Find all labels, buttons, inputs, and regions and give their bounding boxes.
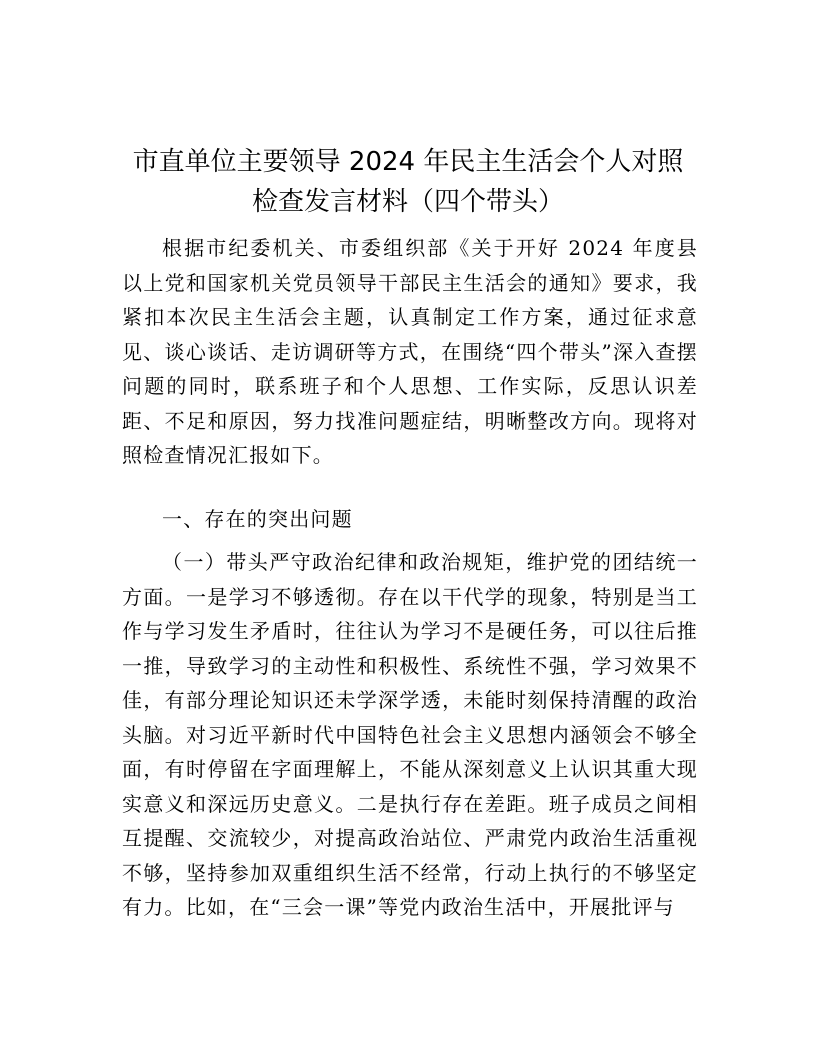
section-heading: 一、存在的突出问题 [162, 507, 353, 531]
subsection-paragraph: （一）带头严守政治纪律和政治规矩，维护党的团结统一方面。一是学习不够透彻。存在以干代学的现象，特别是当工作与学习发生矛盾时，往往认为学习不是硬任务，可以往后推一推，导致学习的主动性和积极性、系统性不强，学习效果不佳，有部分理论知识还未学深学透，未能时刻保持清醒的政治头脑。对习近平新时代中国特色社会主义思想内涵领会不够全面，有时停留在字面理解上，不能从深刻意义上认识其重大现实意义和深远历史意义。二是执行存在差距。班子成员之间相互提醒、交流较少，对提高政治站位、严肃党内政治生活重视不够，坚持参加双重组织生活不经常，行动上执行的不够坚定有力。比如，在“三会一课”等党内政治生活中，开展批评与 [122, 550, 698, 919]
subsection-paragraph-block [122, 545, 698, 925]
title-line-2: 检查发言材料（四个带头） [251, 187, 564, 217]
section-heading-block [122, 502, 698, 537]
intro-paragraph: 根据市纪委机关、市委组织部《关于开好 2024 年度县以上党和国家机关党员领导干部民主生活会的通知》要求，我紧扣本次民主生活会主题，认真制定工作方案，通过征求意见、谈心谈话、走访调研等方式，在围绕“四个带头”深入查摆问题的同时，联系班子和个人思想、工作实际，反思认识差距、不足和原因，努力找准问题症结，明晰整改方向。现将对照检查情况汇报如下。 [122, 236, 698, 467]
intro-paragraph-block [122, 231, 698, 473]
document-title [100, 142, 716, 222]
title-line-1: 市直单位主要领导 2024 年民主生活会个人对照 [132, 147, 684, 177]
